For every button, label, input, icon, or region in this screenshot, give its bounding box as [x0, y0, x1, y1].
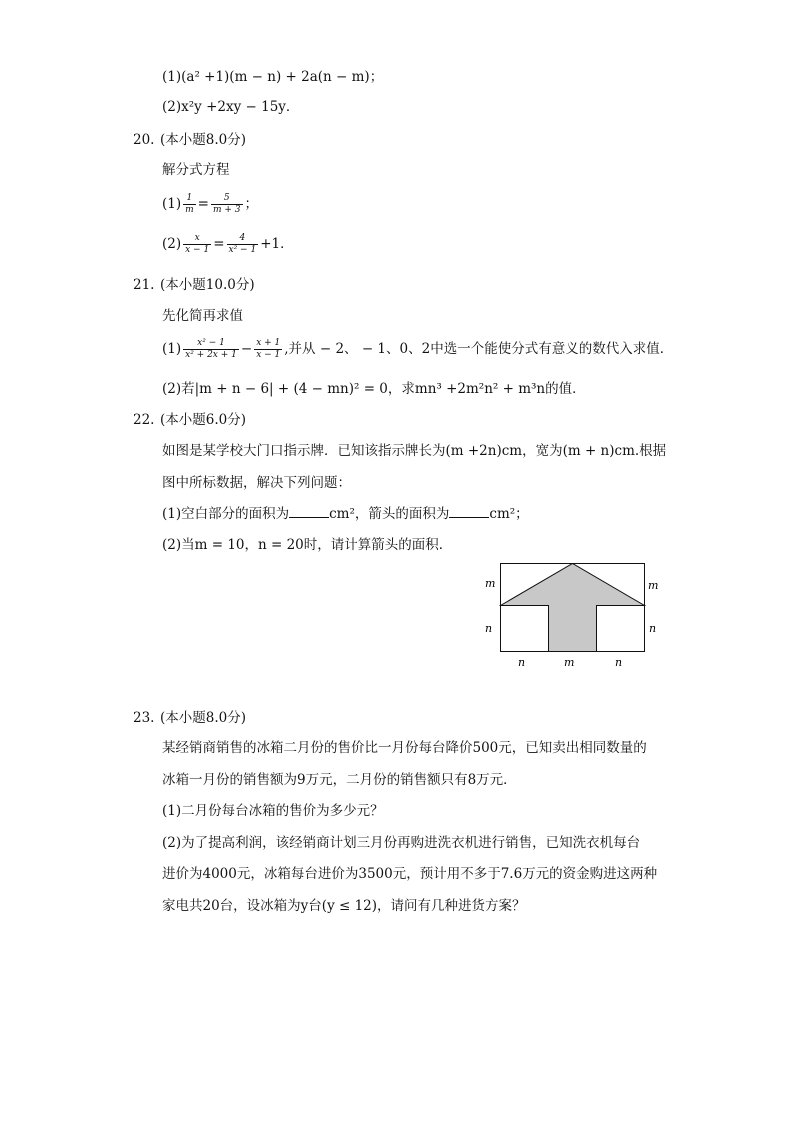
q19-part2: (2)x²y +2xy − 15y．: [162, 99, 300, 115]
fraction-numerator: x² − 1: [183, 338, 239, 350]
fraction-denominator: x − 1: [256, 350, 281, 360]
q21-part1-fraction-b: [254, 338, 282, 361]
q20-part1-left-fraction: [183, 193, 196, 216]
fraction-denominator: x − 1: [185, 245, 210, 255]
q21-number: 21.: [133, 277, 155, 293]
q22-part1-unit1: cm²，箭头的面积为: [329, 506, 450, 522]
q23-part1: (1)二月份每台冰箱的售价为多少元？: [162, 803, 384, 819]
q20-title: 解分式方程: [162, 162, 230, 178]
equals-sign: =: [197, 196, 209, 212]
fraction-denominator: x² + 2x + 1: [185, 350, 237, 360]
q21-score: (本小题10.0分): [160, 277, 255, 293]
fraction-denominator: m + 3: [212, 205, 241, 215]
answer-blank[interactable]: [289, 505, 329, 518]
q20-part2-end: +1．: [260, 236, 294, 252]
q22-part1-unit2: cm²；: [489, 506, 529, 522]
q21-part1-text: ,并从 − 2、 − 1、0、2中选一个能使分式有意义的数代入求值．: [284, 341, 674, 357]
q21-part1-prefix: (1): [162, 341, 182, 357]
q20-score: (本小题8.0分): [160, 132, 247, 148]
q20-number: 20.: [133, 132, 155, 148]
q21-part1: [162, 338, 673, 361]
q21-title: 先化简再求值: [162, 308, 243, 324]
q23-part2-line3: 家电共20台，设冰箱为y台(y ≤ 12)，请问有几种进货方案？: [162, 898, 526, 914]
fraction-numerator: 1: [183, 193, 196, 205]
q19-part1: (1)(a² +1)(m − n) + 2a(n − m)；: [162, 69, 384, 85]
q20-part2-prefix: (2): [162, 236, 182, 252]
q22-line2: 图中所标数据，解决下列问题：: [162, 475, 351, 491]
q23-score: (本小题8.0分): [160, 710, 247, 726]
fraction-numerator: 5: [211, 193, 243, 205]
q22-score: (本小题6.0分): [160, 412, 247, 428]
q23-part2-line2: 进价为4000元，冰箱每台进价为3500元，预计用不多于7.6万元的资金购进这两种: [162, 866, 658, 882]
fraction-numerator: 4: [227, 233, 259, 245]
q21-part1-fraction-a: [183, 338, 239, 361]
q20-part2-left-fraction: [183, 233, 211, 256]
fraction-denominator: x² − 1: [228, 245, 257, 255]
fraction-denominator: m: [185, 205, 194, 215]
minus-sign: −: [240, 341, 253, 357]
q23-number: 23.: [133, 710, 155, 726]
q23-part2-line1: (2)为了提高利润，该经销商计划三月份再购进洗衣机进行销售，已知洗衣机每台: [162, 835, 641, 851]
q20-part2-right-fraction: [227, 233, 259, 256]
q22-part1-text: (1)空白部分的面积为: [162, 506, 290, 522]
label-n-right: n: [649, 622, 657, 635]
q20-part2: [162, 233, 294, 256]
q23-line1: 某经销商销售的冰箱二月份的售价比一月份每台降价500元，已知卖出相同数量的: [162, 740, 647, 756]
label-m-left: m: [485, 577, 496, 590]
q22-part1: [162, 505, 529, 523]
q20-part1-end: ；: [244, 196, 259, 212]
signboard-figure: [480, 560, 680, 672]
label-n-left: n: [485, 622, 493, 635]
equals-sign: =: [213, 236, 225, 252]
label-n-bottom-left: n: [518, 656, 526, 669]
q21-part2: (2)若|m + n − 6| + (4 − mn)² = 0，求mn³ +2m²n² + m³n的值．: [162, 381, 586, 397]
fraction-numerator: x + 1: [256, 338, 281, 348]
answer-blank[interactable]: [449, 505, 489, 518]
q20-part1-right-fraction: [211, 193, 243, 216]
label-m-right: m: [648, 579, 659, 592]
q22-number: 22.: [133, 412, 155, 428]
q22-line1: 如图是某学校大门口指示牌．已知该指示牌长为(m +2n)cm，宽为(m + n)cm.根据: [162, 443, 667, 459]
q23-line2: 冰箱一月份的销售额为9万元，二月份的销售额只有8万元．: [162, 772, 517, 788]
label-n-bottom-right: n: [615, 656, 623, 669]
label-m-bottom: m: [564, 656, 575, 669]
q22-part2: (2)当m = 10，n = 20时，请计算箭头的面积．: [162, 537, 453, 553]
q20-part1-prefix: (1): [162, 196, 182, 212]
fraction-numerator: x: [183, 233, 211, 245]
q20-part1: [162, 193, 258, 216]
